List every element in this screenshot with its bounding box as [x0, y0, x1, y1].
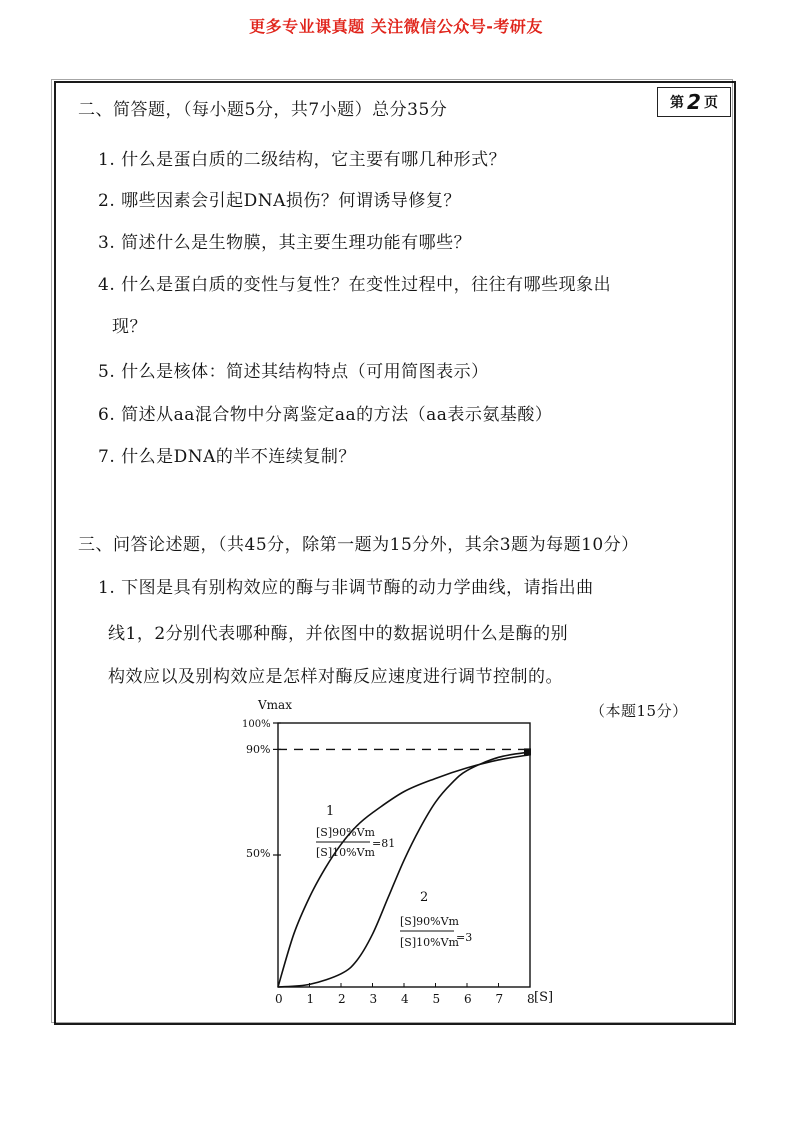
curve-2-ratio: =3	[456, 931, 473, 944]
kinetics-chart	[240, 695, 560, 1019]
x-tick-label: 7	[495, 992, 504, 1006]
curve-1-denominator: [S]10%Vm	[316, 846, 375, 859]
curve-1-label: 1	[326, 804, 335, 819]
page-number-box	[657, 87, 731, 117]
x-axis-label: [S]	[534, 990, 554, 1005]
x-tick-label: 4	[401, 992, 409, 1006]
curve-2-numerator: [S]90%Vm	[400, 915, 459, 928]
x-tick-label: 2	[338, 992, 346, 1006]
question-2-7: 7. 什么是DNA的半不连续复制？	[98, 447, 356, 467]
page-suffix: 页	[703, 95, 718, 111]
question-2-3: 3. 简述什么是生物膜，其主要生理功能有哪些？	[98, 233, 472, 253]
banner-text: 更多专业课真题 关注微信公众号-考研友	[249, 17, 543, 36]
question-2-1: 1. 什么是蛋白质的二级结构，它主要有哪几种形式？	[98, 150, 507, 170]
x-tick-label: 3	[369, 992, 378, 1006]
curve-2-denominator: [S]10%Vm	[400, 936, 459, 949]
page-prefix: 第	[670, 95, 685, 111]
curves	[278, 748, 531, 987]
curve-2-line	[278, 752, 530, 987]
curve-1-line	[278, 755, 530, 987]
x-tick-label: 8	[527, 992, 535, 1006]
section3-heading: 三、问答论述题，（共45分，除第一题为15分外，其余3题为每题10分）	[78, 535, 639, 555]
y-tick-90: 90%	[246, 743, 271, 756]
section2-heading: 二、简答题，（每小题5分，共7小题）总分35分	[78, 100, 448, 120]
y-tick-100: 100%	[242, 719, 271, 730]
question-2-2: 2. 哪些因素会引起DNA损伤？何谓诱导修复？	[98, 191, 461, 211]
question-3-1-line3: 构效应以及别构效应是怎样对酶反应速度进行调节控制的。	[108, 667, 563, 687]
question-2-5: 5. 什么是核体：简述其结构特点（可用简图表示）	[98, 362, 489, 382]
question-3-1-points: （本题15分）	[590, 702, 688, 720]
x-tick-label: 1	[306, 992, 315, 1006]
question-3-1-line2: 线1，2分别代表哪种酶，并依图中的数据说明什么是酶的别	[108, 624, 569, 644]
question-3-1-line1: 1. 下图是具有别构效应的酶与非调节酶的动力学曲线，请指出曲	[98, 578, 594, 598]
question-2-4-cont: 现？	[112, 317, 147, 337]
y-axis-label: Vmax	[258, 698, 292, 712]
x-tick-label: 6	[464, 992, 472, 1006]
kinetics-chart-svg	[240, 695, 560, 1015]
x-tick-label: 5	[432, 992, 441, 1006]
question-2-6: 6. 简述从aa混合物中分离鉴定aa的方法（aa表示氨基酸）	[98, 405, 553, 425]
curve-2-label: 2	[420, 890, 429, 905]
y-tick-50: 50%	[246, 847, 271, 860]
question-2-4: 4. 什么是蛋白质的变性与复性？在变性过程中，往往有哪些现象出	[98, 275, 612, 295]
curve-1-numerator: [S]90%Vm	[316, 826, 375, 839]
x-tick-label: 0	[275, 992, 283, 1006]
curve-1-ratio: =81	[372, 837, 396, 850]
page-number: 2	[687, 90, 701, 114]
